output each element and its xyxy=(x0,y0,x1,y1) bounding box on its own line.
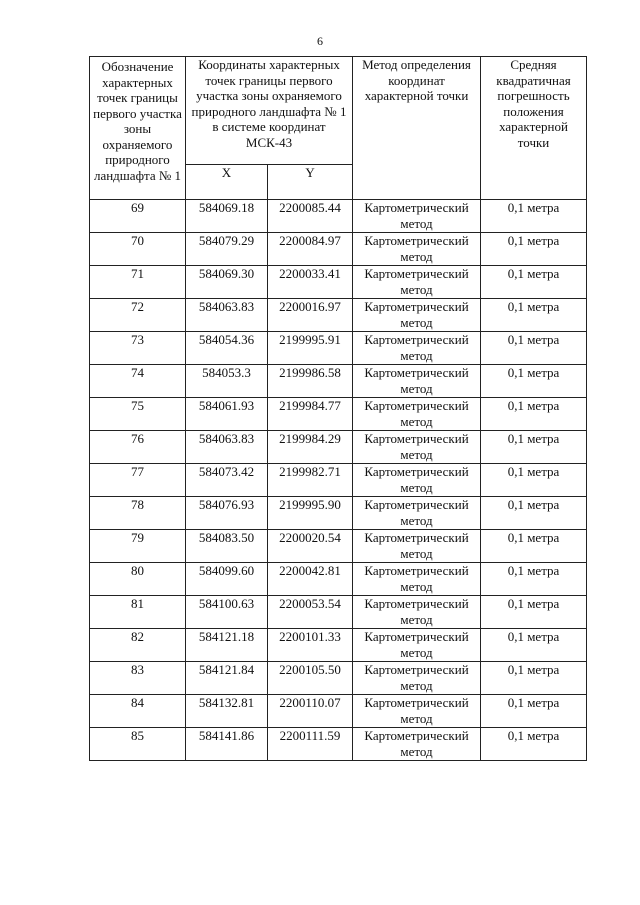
y-coordinate-cell: 2200084.97 xyxy=(268,233,353,266)
method-cell: Картометрический метод xyxy=(353,464,481,497)
error-cell: 0,1 метра xyxy=(481,266,587,299)
x-coordinate-cell: 584069.30 xyxy=(186,266,268,299)
point-number-cell: 84 xyxy=(90,695,186,728)
method-cell: Картометрический метод xyxy=(353,530,481,563)
method-cell: Картометрический метод xyxy=(353,233,481,266)
method-cell: Картометрический метод xyxy=(353,266,481,299)
table-row xyxy=(90,728,587,761)
method-cell: Картометрический метод xyxy=(353,728,481,761)
error-cell: 0,1 метра xyxy=(481,695,587,728)
x-coordinate-cell: 584061.93 xyxy=(186,398,268,431)
x-coordinate-cell: 584063.83 xyxy=(186,431,268,464)
table-row xyxy=(90,629,587,662)
table-row xyxy=(90,695,587,728)
method-cell: Картометрический метод xyxy=(353,596,481,629)
header-point-designation: Обозначение характерных точек границы первого участка зоны охраняемого природного ландшафта № 1 xyxy=(90,57,186,200)
method-cell: Картометрический метод xyxy=(353,563,481,596)
point-number-cell: 74 xyxy=(90,365,186,398)
method-cell: Картометрический метод xyxy=(353,662,481,695)
error-cell: 0,1 метра xyxy=(481,299,587,332)
table-row xyxy=(90,398,587,431)
error-cell: 0,1 метра xyxy=(481,596,587,629)
error-cell: 0,1 метра xyxy=(481,200,587,233)
x-coordinate-cell: 584073.42 xyxy=(186,464,268,497)
header-coordinates: Координаты характерных точек границы первого участка зоны охраняемого природного ландшафта № 1 в системе координат МСК-43 xyxy=(186,57,353,165)
table-row xyxy=(90,662,587,695)
x-coordinate-cell: 584121.18 xyxy=(186,629,268,662)
error-cell: 0,1 метра xyxy=(481,629,587,662)
x-coordinate-cell: 584141.86 xyxy=(186,728,268,761)
method-cell: Картометрический метод xyxy=(353,431,481,464)
point-number-cell: 83 xyxy=(90,662,186,695)
error-cell: 0,1 метра xyxy=(481,728,587,761)
y-coordinate-cell: 2200033.41 xyxy=(268,266,353,299)
point-number-cell: 78 xyxy=(90,497,186,530)
error-cell: 0,1 метра xyxy=(481,431,587,464)
y-coordinate-cell: 2200085.44 xyxy=(268,200,353,233)
point-number-cell: 85 xyxy=(90,728,186,761)
header-x: X xyxy=(186,165,268,200)
y-coordinate-cell: 2200111.59 xyxy=(268,728,353,761)
y-coordinate-cell: 2200016.97 xyxy=(268,299,353,332)
error-cell: 0,1 метра xyxy=(481,398,587,431)
error-cell: 0,1 метра xyxy=(481,662,587,695)
x-coordinate-cell: 584132.81 xyxy=(186,695,268,728)
y-coordinate-cell: 2199984.77 xyxy=(268,398,353,431)
header-method: Метод определения координат характерной точки xyxy=(353,57,481,200)
y-coordinate-cell: 2200110.07 xyxy=(268,695,353,728)
x-coordinate-cell: 584083.50 xyxy=(186,530,268,563)
x-coordinate-cell: 584063.83 xyxy=(186,299,268,332)
x-coordinate-cell: 584100.63 xyxy=(186,596,268,629)
table-row xyxy=(90,332,587,365)
method-cell: Картометрический метод xyxy=(353,365,481,398)
y-coordinate-cell: 2200020.54 xyxy=(268,530,353,563)
table-row xyxy=(90,233,587,266)
table-row xyxy=(90,365,587,398)
y-coordinate-cell: 2199995.91 xyxy=(268,332,353,365)
point-number-cell: 71 xyxy=(90,266,186,299)
method-cell: Картометрический метод xyxy=(353,695,481,728)
error-cell: 0,1 метра xyxy=(481,365,587,398)
method-cell: Картометрический метод xyxy=(353,200,481,233)
x-coordinate-cell: 584069.18 xyxy=(186,200,268,233)
point-number-cell: 82 xyxy=(90,629,186,662)
table-row xyxy=(90,200,587,233)
table-row xyxy=(90,596,587,629)
x-coordinate-cell: 584076.93 xyxy=(186,497,268,530)
y-coordinate-cell: 2199986.58 xyxy=(268,365,353,398)
point-number-cell: 81 xyxy=(90,596,186,629)
page-number: 6 xyxy=(317,34,323,48)
y-coordinate-cell: 2199995.90 xyxy=(268,497,353,530)
error-cell: 0,1 метра xyxy=(481,497,587,530)
table-row xyxy=(90,464,587,497)
table-row xyxy=(90,266,587,299)
table-row xyxy=(90,563,587,596)
point-number-cell: 80 xyxy=(90,563,186,596)
header-y: Y xyxy=(268,165,353,200)
method-cell: Картометрический метод xyxy=(353,398,481,431)
x-coordinate-cell: 584099.60 xyxy=(186,563,268,596)
x-coordinate-cell: 584054.36 xyxy=(186,332,268,365)
y-coordinate-cell: 2200105.50 xyxy=(268,662,353,695)
table-row xyxy=(90,497,587,530)
coordinates-table xyxy=(89,56,587,761)
y-coordinate-cell: 2199982.71 xyxy=(268,464,353,497)
point-number-cell: 77 xyxy=(90,464,186,497)
point-number-cell: 76 xyxy=(90,431,186,464)
point-number-cell: 69 xyxy=(90,200,186,233)
method-cell: Картометрический метод xyxy=(353,629,481,662)
x-coordinate-cell: 584079.29 xyxy=(186,233,268,266)
y-coordinate-cell: 2199984.29 xyxy=(268,431,353,464)
y-coordinate-cell: 2200101.33 xyxy=(268,629,353,662)
error-cell: 0,1 метра xyxy=(481,530,587,563)
point-number-cell: 70 xyxy=(90,233,186,266)
point-number-cell: 79 xyxy=(90,530,186,563)
method-cell: Картометрический метод xyxy=(353,332,481,365)
y-coordinate-cell: 2200053.54 xyxy=(268,596,353,629)
error-cell: 0,1 метра xyxy=(481,233,587,266)
table-row xyxy=(90,431,587,464)
error-cell: 0,1 метра xyxy=(481,563,587,596)
table-row xyxy=(90,530,587,563)
table-body xyxy=(90,200,587,761)
x-coordinate-cell: 584121.84 xyxy=(186,662,268,695)
method-cell: Картометрический метод xyxy=(353,497,481,530)
x-coordinate-cell: 584053.3 xyxy=(186,365,268,398)
table-row xyxy=(90,299,587,332)
point-number-cell: 75 xyxy=(90,398,186,431)
error-cell: 0,1 метра xyxy=(481,332,587,365)
method-cell: Картометрический метод xyxy=(353,299,481,332)
error-cell: 0,1 метра xyxy=(481,464,587,497)
point-number-cell: 73 xyxy=(90,332,186,365)
y-coordinate-cell: 2200042.81 xyxy=(268,563,353,596)
header-error: Средняя квадратичная погрешность положения характерной точки xyxy=(481,57,587,200)
point-number-cell: 72 xyxy=(90,299,186,332)
